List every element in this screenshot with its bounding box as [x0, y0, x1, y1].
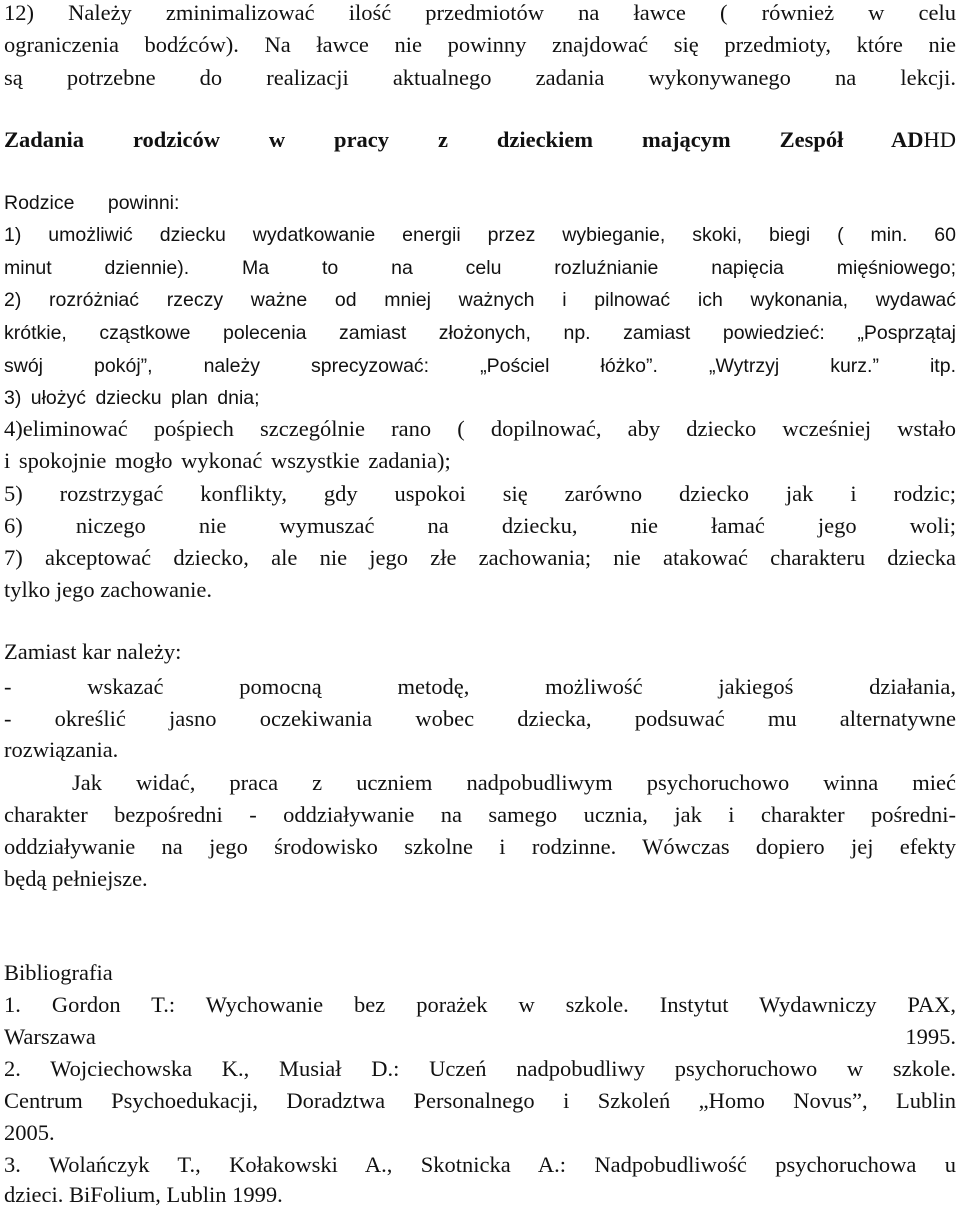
bibliography-line-1: 1. Gordon T.: Wychowanie bez porażek w szkole. Instytut Wydawniczy PAX, — [4, 992, 956, 1017]
section-heading-tail: HD — [923, 127, 956, 152]
parents-line-4: krótkie, cząstkowe polecenia zamiast złożonych, np. zamiast powiedzieć: „Posprzątaj — [4, 322, 956, 344]
bibliography-line-3: 2. Wojciechowska K., Musiał D.: Uczeń nadpobudliwy psychoruchowo w szkole. — [4, 1056, 956, 1081]
parents-intro: Rodzice powinni: — [4, 192, 180, 214]
point-12-line-3: są potrzebne do realizacji aktualnego zadania wykonywanego na lekcji. — [4, 65, 956, 90]
instead-intro: Zamiast kar należy: — [4, 639, 182, 664]
bibliography-line-2-year: 1995. — [905, 1024, 956, 1049]
parents-line-1: 1) umożliwić dziecku wydatkowanie energii przez wybieganie, skoki, biegi ( min. 60 — [4, 224, 956, 246]
bibliography-line-4: Centrum Psychoedukacji, Doradztwa Personalnego i Szkoleń „Homo Novus”, Lublin — [4, 1088, 956, 1113]
section-heading — [4, 127, 956, 155]
instead-line-1: - wskazać pomocną metodę, możliwość jakiegoś działania, — [4, 674, 956, 699]
instead-line-2: - określić jasno oczekiwania wobec dziecka, podsuwać mu alternatywne — [4, 706, 956, 731]
parents-line-5: swój pokój”, należy sprecyzować: „Pościel łóżko”. „Wytrzyj kurz.” itp. — [4, 355, 956, 377]
parents-line-10: 6) niczego nie wymuszać na dziecku, nie łamać jego woli; — [4, 513, 956, 538]
conclusion-line-3: oddziaływanie na jego środowisko szkolne i rodzinne. Wówczas dopiero jej efekty — [4, 834, 956, 859]
section-heading-bold: Zadania rodziców w pracy z dzieckiem mającym Zespół AD — [4, 127, 924, 152]
parents-line-8: i spokojnie mogło wykonać wszystkie zadania); — [4, 448, 451, 473]
parents-line-6: 3) ułożyć dziecku plan dnia; — [4, 387, 260, 409]
bibliography-line-7: dzieci. BiFolium, Lublin 1999. — [4, 1182, 283, 1207]
bibliography-line-6: 3. Wolańczyk T., Kołakowski A., Skotnicka A.: Nadpobudliwość psychoruchowa u — [4, 1152, 956, 1177]
conclusion-line-1: Jak widać, praca z uczniem nadpobudliwym psychoruchowo winna mieć — [72, 770, 956, 795]
parents-line-9: 5) rozstrzygać konflikty, gdy uspokoi się zarówno dziecko jak i rodzic; — [4, 481, 956, 506]
parents-line-11: 7) akceptować dziecko, ale nie jego złe zachowania; nie atakować charakteru dziecka — [4, 545, 956, 570]
bibliography-heading: Bibliografia — [4, 960, 113, 985]
parents-line-3: 2) rozróżniać rzeczy ważne od mniej ważnych i pilnować ich wykonania, wydawać — [4, 289, 956, 311]
point-12-line-2: ograniczenia bodźców). Na ławce nie powinny znajdować się przedmioty, które nie — [4, 32, 956, 57]
bibliography-line-5: 2005. — [4, 1120, 55, 1145]
parents-line-2: minut dziennie). Ma to na celu rozluźnianie napięcia mięśniowego; — [4, 257, 956, 279]
conclusion-line-2: charakter bezpośredni - oddziaływanie na samego ucznia, jak i charakter pośredni- — [4, 802, 956, 827]
parents-line-7: 4)eliminować pośpiech szczególnie rano ( dopilnować, aby dziecko wcześniej wstało — [4, 416, 956, 441]
conclusion-line-4: będą pełniejsze. — [4, 866, 148, 891]
instead-line-3: rozwiązania. — [4, 737, 119, 762]
parents-line-12: tylko jego zachowanie. — [4, 577, 213, 602]
bibliography-line-2: Warszawa — [4, 1024, 96, 1049]
point-12-line-1: 12) Należy zminimalizować ilość przedmiotów na ławce ( również w celu — [4, 0, 956, 25]
